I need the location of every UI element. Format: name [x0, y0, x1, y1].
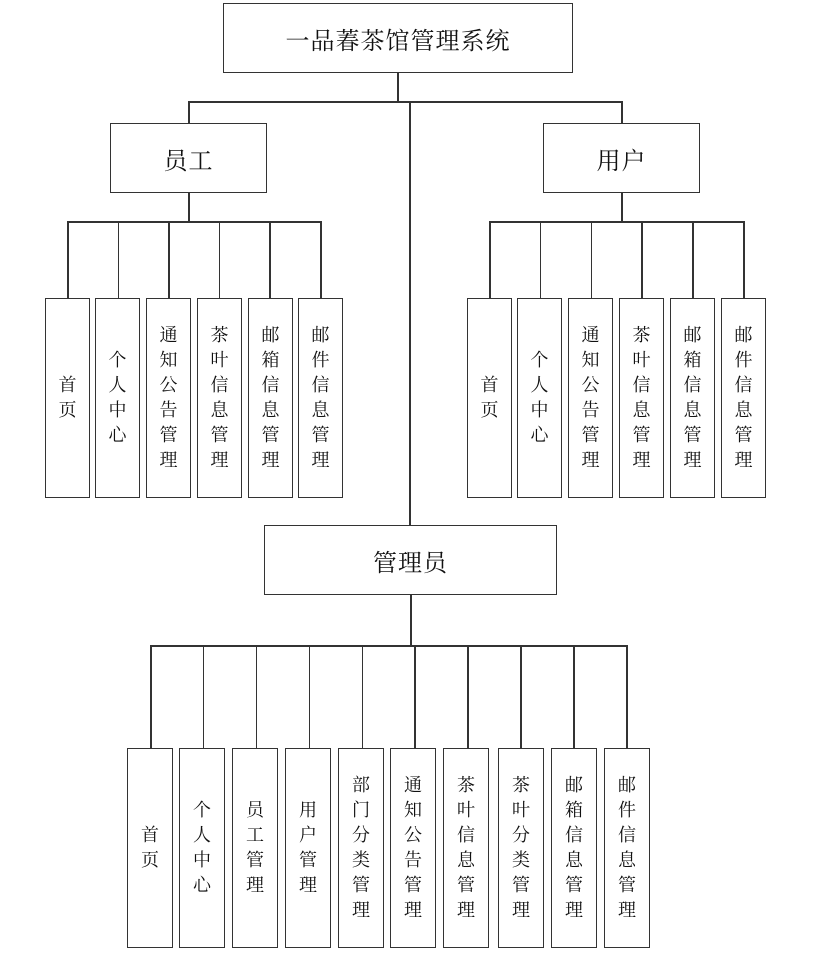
admin-module-8-label: 邮箱信息管理: [565, 775, 583, 921]
employee-module-drop: [118, 221, 120, 298]
admin-module-4-label: 部门分类管理: [352, 775, 370, 921]
admin-module-8: [551, 748, 597, 948]
user-node: [543, 123, 700, 193]
employee-module-5: [298, 298, 343, 498]
admin-module-drop: [520, 645, 522, 748]
user-module-4: [670, 298, 715, 498]
user-module-drop: [540, 221, 542, 298]
user-module-drop: [641, 221, 643, 298]
employee-module-4: [248, 298, 293, 498]
admin-module-7-label: 茶叶分类管理: [512, 775, 530, 921]
employee-module-0-label: 首页: [58, 375, 77, 421]
user-module-1: [517, 298, 562, 498]
admin-module-drop: [150, 645, 152, 748]
admin-module-2: [232, 748, 278, 948]
employee-module-2: [146, 298, 191, 498]
root-branch-bar: [188, 101, 622, 103]
admin-module-drop: [309, 645, 311, 748]
admin-stem: [410, 595, 412, 645]
user-module-3-label: 茶叶信息管理: [632, 325, 651, 471]
admin-module-drop: [626, 645, 628, 748]
admin-module-3: [285, 748, 331, 948]
employee-module-5-label: 邮件信息管理: [311, 325, 330, 471]
user-module-drop: [489, 221, 491, 298]
admin-module-1-label: 个人中心: [193, 800, 211, 896]
admin-module-7: [498, 748, 544, 948]
employee-module-drop: [320, 221, 322, 298]
user-node-label: 用户: [596, 146, 647, 175]
employee-module-0: [45, 298, 90, 498]
admin-module-9-label: 邮件信息管理: [618, 775, 636, 921]
admin-module-3-label: 用户管理: [299, 800, 317, 896]
root-stem: [397, 72, 399, 102]
user-drop: [621, 101, 623, 124]
admin-module-0-label: 首页: [141, 825, 159, 871]
admin-module-drop: [414, 645, 416, 748]
employee-drop: [188, 101, 190, 124]
user-module-0-label: 首页: [480, 375, 499, 421]
admin-module-4: [338, 748, 384, 948]
employee-node: [110, 123, 267, 193]
employee-module-3-label: 茶叶信息管理: [210, 325, 229, 471]
root-node: [223, 3, 573, 73]
admin-node-label: 管理员: [373, 548, 448, 577]
admin-module-0: [127, 748, 173, 948]
user-module-drop: [591, 221, 593, 298]
user-module-0: [467, 298, 512, 498]
admin-module-drop: [467, 645, 469, 748]
employee-module-3: [197, 298, 242, 498]
user-module-5: [721, 298, 766, 498]
user-module-2-label: 通知公告管理: [581, 325, 600, 471]
admin-module-5-label: 通知公告管理: [404, 775, 422, 921]
admin-module-drop: [573, 645, 575, 748]
employee-stem: [188, 193, 190, 221]
admin-module-2-label: 员工管理: [246, 800, 264, 896]
admin-drop: [409, 101, 411, 526]
root-node-label: 一品萶茶馆管理系统: [285, 26, 511, 55]
user-module-drop: [743, 221, 745, 298]
employee-module-drop: [219, 221, 221, 298]
user-module-drop: [692, 221, 694, 298]
user-module-1-label: 个人中心: [530, 350, 549, 446]
employee-module-2-label: 通知公告管理: [159, 325, 178, 471]
admin-module-drop: [362, 645, 364, 748]
admin-module-9: [604, 748, 650, 948]
user-module-5-label: 邮件信息管理: [734, 325, 753, 471]
employee-branch-bar: [67, 221, 320, 223]
user-module-4-label: 邮箱信息管理: [683, 325, 702, 471]
admin-module-6: [443, 748, 489, 948]
user-module-3: [619, 298, 664, 498]
employee-module-drop: [168, 221, 170, 298]
admin-module-5: [390, 748, 436, 948]
admin-module-drop: [203, 645, 205, 748]
admin-module-1: [179, 748, 225, 948]
employee-node-label: 员工: [163, 146, 214, 175]
admin-branch-bar: [150, 645, 626, 647]
user-module-2: [568, 298, 613, 498]
user-stem: [621, 193, 623, 221]
employee-module-drop: [67, 221, 69, 298]
admin-module-6-label: 茶叶信息管理: [457, 775, 475, 921]
employee-module-1: [95, 298, 140, 498]
employee-module-1-label: 个人中心: [108, 350, 127, 446]
admin-node: [264, 525, 557, 595]
employee-module-drop: [269, 221, 271, 298]
employee-module-4-label: 邮箱信息管理: [261, 325, 280, 471]
user-branch-bar: [489, 221, 743, 223]
admin-module-drop: [256, 645, 258, 748]
